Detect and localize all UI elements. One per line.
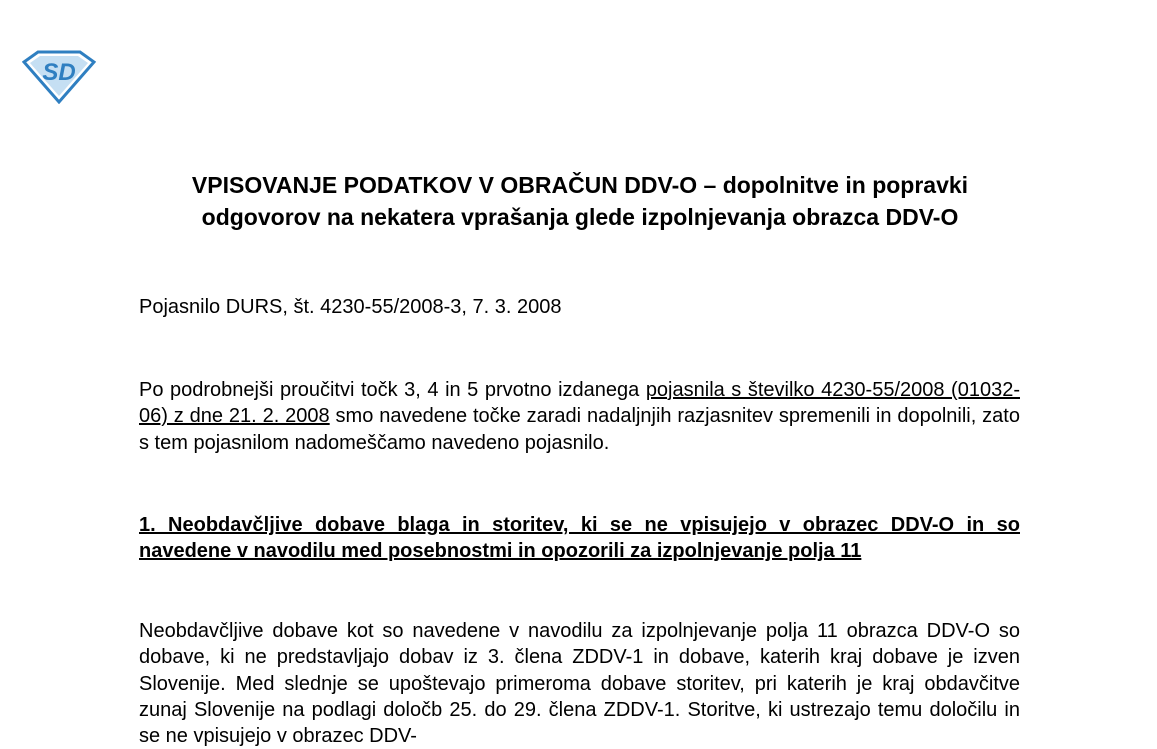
sd-logo-icon [22,50,96,104]
intro-paragraph [139,377,1020,456]
document-title: VPISOVANJE PODATKOV V OBRAČUN DDV-O – dopolnitve in popravki odgovorov na nekatera vprašanja glede izpolnjevanja obrazca DDV-O [191,172,969,230]
intro-text-before: Po podrobnejši proučitvi točk 3, 4 in 5 prvotno izdanega [139,379,646,401]
intro-text-after: smo navedene točke zaradi nadaljnjih razjasnitev spremenili in dopolnili, zato s tem pojasnilom nadomeščamo navedeno pojasnilo. [139,405,1020,454]
logo-text: SD [42,59,76,86]
section-heading-1: 1. Neobdavčljive dobave blaga in storitev, ki se ne vpisujejo v obrazec DDV-O in so navedene v navodilu med posebnostmi in opozorili za izpolnjevanje polja 11 [139,514,1020,563]
reference-link[interactable]: pojasnila s številko 4230-55/2008 (01032-06) z dne 21. 2. 2008 [139,379,1020,428]
body-paragraph: Neobdavčljive dobave kot so navedene v navodilu za izpolnjevanje polja 11 obrazca DDV-O so dobave, ki ne predstavljajo dobav iz 3. člena ZDDV-1 in dobave, katerih kraj dobave je izven Slovenije. Med slednje se upoštevajo primeroma dobave storitev, pri katerih je kraj obdavčitve zunaj Slovenije na podlagi določb 25. do 29. člena ZDDV-1. Storitve, ki ustrezajo temu določilu in se ne vpisujejo v obrazec DDV- [139,620,1020,748]
document-subtitle: Pojasnilo DURS, št. 4230-55/2008-3, 7. 3. 2008 [139,296,562,318]
